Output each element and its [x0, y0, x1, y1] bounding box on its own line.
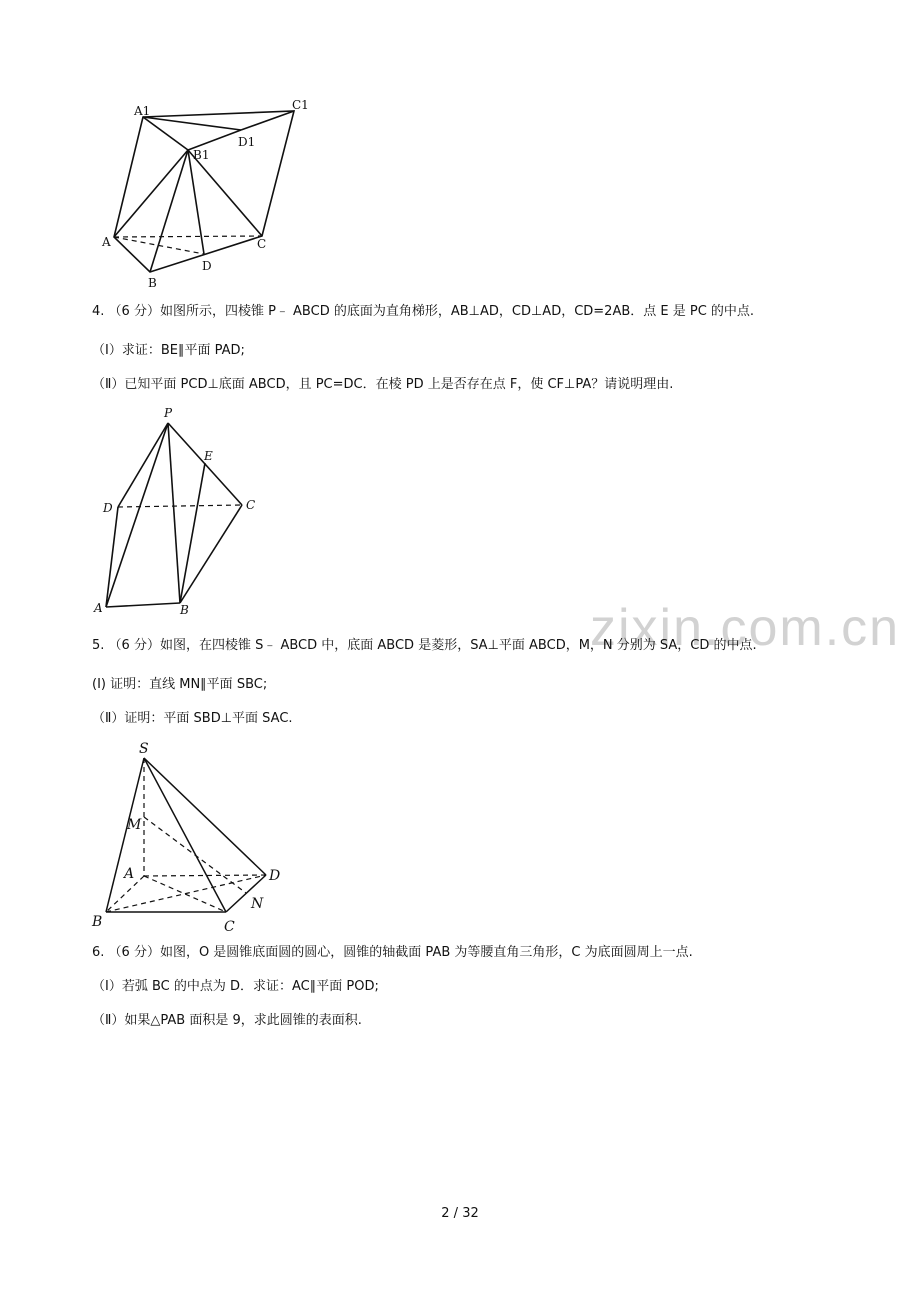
- problem-5-stem: 5. （6 分）如图，在四棱锥 S﹣ ABCD 中，底面 ABCD 是菱形，SA⊥平面 ABCD，M，N 分别为 SA，CD 的中点.: [92, 638, 757, 653]
- label-B1: B1: [193, 148, 210, 162]
- label-D: D: [269, 868, 281, 884]
- label-N: N: [251, 896, 264, 912]
- label-C: C: [257, 237, 267, 251]
- figure-pyramid-sabcd: [88, 737, 293, 937]
- label-C1: C1: [292, 98, 309, 112]
- label-S: S: [139, 741, 149, 757]
- label-C: C: [246, 498, 256, 512]
- label-D: D: [202, 259, 212, 273]
- figure-pyramid-pabcd: [92, 403, 272, 618]
- problem-4-part2: （Ⅱ）已知平面 PCD⊥底面 ABCD，且 PC=DC．在棱 PD 上是否存在点 F，使 CF⊥PA？请说明理由.: [92, 377, 674, 392]
- prism-diagram: [96, 95, 316, 295]
- label-B: B: [92, 914, 103, 930]
- problem-5-part2: （Ⅱ）证明：平面 SBD⊥平面 SAC.: [92, 711, 293, 726]
- page-number: 2: [441, 1206, 450, 1221]
- label-D: D: [103, 501, 113, 515]
- problem-5-part1: (Ⅰ) 证明：直线 MN∥平面 SBC;: [92, 677, 268, 692]
- pyramid-sabcd-diagram: [88, 737, 293, 937]
- label-A1: A1: [134, 104, 151, 118]
- figure-prism: [96, 95, 316, 295]
- problem-4-stem: 4. （6 分）如图所示，四棱锥 P﹣ ABCD 的底面为直角梯形，AB⊥AD，CD⊥AD，CD=2AB．点 E 是 PC 的中点.: [92, 304, 755, 319]
- label-D1: D1: [238, 135, 256, 149]
- problem-6-stem: 6. （6 分）如图，O 是圆锥底面圆的圆心，圆锥的轴截面 PAB 为等腰直角三角形，C 为底面圆周上一点.: [92, 945, 693, 960]
- label-A: A: [94, 601, 103, 615]
- label-P: P: [164, 406, 173, 420]
- label-M: M: [127, 817, 142, 833]
- pyramid-pabcd-diagram: [92, 403, 272, 618]
- problem-6-part2: （Ⅱ）如果△PAB 面积是 9，求此圆锥的表面积.: [92, 1013, 362, 1028]
- problem-6-part1: （Ⅰ）若弧 BC 的中点为 D．求证：AC∥平面 POD;: [92, 979, 379, 994]
- label-A: A: [102, 235, 111, 249]
- problem-4-part1: （Ⅰ）求证：BE∥平面 PAD;: [92, 343, 245, 358]
- label-A: A: [124, 866, 135, 882]
- label-B: B: [180, 603, 189, 617]
- page-footer: [0, 1206, 920, 1221]
- label-C: C: [224, 919, 235, 935]
- label-E: E: [204, 449, 213, 463]
- page-total: / 32: [449, 1206, 479, 1221]
- watermark: zixin.com.cn: [590, 599, 901, 657]
- label-B: B: [148, 276, 157, 290]
